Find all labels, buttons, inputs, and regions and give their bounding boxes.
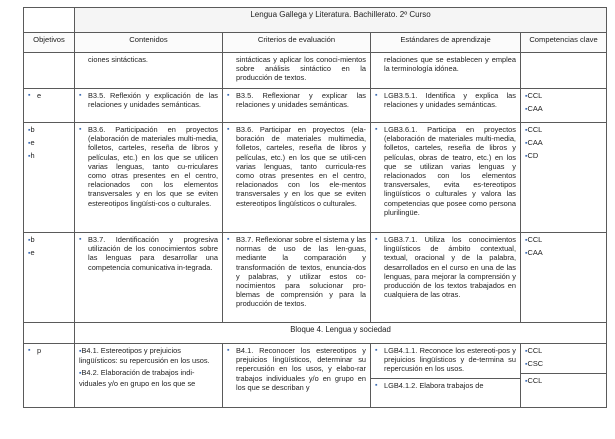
cell-estandares: ▪ LGB3.7.1. Utiliza los conocimientos lingüísticos de ámbito contextual, textual, oracional y de la palabra, desarrollados en el curso en una de las lenguas, para mejorar la comprensión y producción de los textos trabajados en cualquiera de las otras. bbox=[371, 233, 521, 323]
bullet-icon: ▪ bbox=[375, 92, 378, 99]
block-title: Bloque 4. Lengua y sociedad bbox=[75, 323, 607, 344]
bullet-icon: ▪ bbox=[375, 126, 378, 133]
bullet-icon: ▪ bbox=[525, 93, 528, 100]
bullet-icon: ▪ bbox=[28, 237, 31, 244]
cell-divider bbox=[371, 378, 520, 379]
bullet-icon: ▪ bbox=[375, 236, 378, 243]
cell-contenidos: ▪ B3.7. Identificación y progresiva utilización de los conocimientos sobre las lenguas para desarrollar una competencia comunicativa in-tegrada. bbox=[75, 233, 223, 323]
bullet-icon: ▪ bbox=[525, 127, 528, 134]
column-header-row bbox=[24, 33, 607, 53]
title-blank-left bbox=[24, 8, 75, 33]
table-row bbox=[24, 344, 607, 408]
bullet-icon: ▪ bbox=[227, 236, 230, 243]
cell-objetivos: ▪ p bbox=[24, 344, 75, 408]
cell-competencias: ▪CCL ▪CAA bbox=[521, 233, 607, 323]
cell-objetivos: ▪ e bbox=[24, 89, 75, 123]
cell-competencias: ▪CCL ▪CSC ▪CCL bbox=[521, 344, 607, 408]
cell-competencias: ▪CCL ▪CAA bbox=[521, 89, 607, 123]
bullet-icon: ▪ bbox=[79, 348, 82, 355]
bullet-icon: ▪ bbox=[28, 250, 31, 258]
cell-criterios: ▪ B4.1. Reconocer los estereotipos y prejuicios lingüísticos, determinar su repercusión en los usos, y elabo-rar trabajos individuales y/o en grupo en los que se describan y bbox=[223, 344, 371, 408]
bullet-icon: ▪ bbox=[79, 370, 82, 378]
curriculum-table bbox=[23, 7, 607, 408]
bullet-icon: ▪ bbox=[79, 236, 82, 243]
cell-estandares: ▪ LGB3.6.1. Participa en proyectos (elaboración de materiales multi-media, folletos, carteles, reseña de libros y películas, obras de teatro, etc.) en los que se utilizan varias lenguas y relacionados con los elementos transversales, evita es-tereotipos lingüísticos o culturales y valora las competencias que posee como persona plurilingüe. bbox=[371, 123, 521, 233]
bullet-icon: ▪ bbox=[525, 140, 528, 148]
cell-criterios: ▪ B3.6. Participar en proyectos (ela-boración de materiales multimedia, folletos, carteles, reseña de libros y películas, etc.) en los que se utili-cen varias lenguas, tanto curricula-res como otras presentes en el centro, relacionados con los ele-mentos transversales y en los que se eviten estereotipos lingüísticos o culturales. bbox=[223, 123, 371, 233]
header-objetivos: Objetivos bbox=[24, 33, 75, 53]
bullet-icon: ▪ bbox=[79, 126, 82, 133]
bullet-icon: ▪ bbox=[375, 347, 378, 354]
bullet-icon: ▪ bbox=[28, 92, 31, 99]
bullet-icon: ▪ bbox=[525, 348, 528, 355]
table-title: Lengua Gallega y Literatura. Bachillerato. 2º Curso bbox=[75, 8, 607, 33]
cell-contenidos: ciones sintácticas. bbox=[75, 53, 223, 89]
bullet-icon: ▪ bbox=[227, 126, 230, 133]
cell-estandares: relaciones que se establecen y emplea la terminología idónea. bbox=[371, 53, 521, 89]
cell-divider bbox=[521, 373, 606, 374]
cell-competencias: ▪CCL ▪CAA ▪CD bbox=[521, 123, 607, 233]
cell-estandares: ▪ LGB3.5.1. Identifica y explica las relaciones y unidades semánticas. bbox=[371, 89, 521, 123]
table-row bbox=[24, 53, 607, 89]
cell-criterios: ▪ B3.5. Reflexionar y explicar las relaciones y unidades semánticas. bbox=[223, 89, 371, 123]
table-row bbox=[24, 123, 607, 233]
cell-estandares: ▪ LGB4.1.1. Reconoce los estereoti-pos y prejuicios lingüísticos y de-termina su repercusión en los usos. ▪ LGB4.1.2. Elabora trabajos de bbox=[371, 344, 521, 408]
bullet-icon: ▪ bbox=[79, 92, 82, 99]
bullet-icon: ▪ bbox=[375, 381, 378, 389]
block-header-row bbox=[24, 323, 607, 344]
header-estandares: Estándares de aprendizaje bbox=[371, 33, 521, 53]
table-title-row bbox=[24, 8, 607, 33]
bullet-icon: ▪ bbox=[28, 127, 31, 134]
bullet-icon: ▪ bbox=[525, 153, 528, 161]
bullet-icon: ▪ bbox=[525, 250, 528, 258]
cell-contenidos: ▪B4.1. Estereotipos y prejuicios lingüísticos: su repercusión en los usos. ▪B4.2. Elaboración de trabajos indi-viduales y/o en grupo en los que se bbox=[75, 344, 223, 408]
cell-objetivos: ▪b ▪e ▪h bbox=[24, 123, 75, 233]
cell-objetivos bbox=[24, 53, 75, 89]
cell-competencias bbox=[521, 53, 607, 89]
table-row bbox=[24, 233, 607, 323]
cell-objetivos: ▪b ▪e bbox=[24, 233, 75, 323]
bullet-icon: ▪ bbox=[227, 92, 230, 99]
header-competencias: Competencias clave bbox=[521, 33, 607, 53]
bullet-icon: ▪ bbox=[28, 153, 31, 161]
block-blank-left bbox=[24, 323, 75, 344]
cell-criterios: ▪ B3.7. Reflexionar sobre el sistema y las normas de uso de las len-guas, mediante la comparación y transformación de textos, enuncia-dos y palabras, y utilizar estos co-nocimientos para solucionar pro-blemas de comprensión y para la producción de textos. bbox=[223, 233, 371, 323]
cell-criterios: sintácticas y aplicar los conoci-mientos sobre análisis sintáctico en la producción de textos. bbox=[223, 53, 371, 89]
header-contenidos: Contenidos bbox=[75, 33, 223, 53]
cell-contenidos: ▪ B3.5. Reflexión y explicación de las relaciones y unidades semánticas. bbox=[75, 89, 223, 123]
cell-contenidos: ▪ B3.6. Participación en proyectos (elaboración de materiales multi-media, folletos, carteles, reseña de libros y películas, etc.) en los que se utilicen varias lenguas, tanto cu-rriculares como otras presentes en el centro, relacionados con los elementos transversales y en los que se eviten estereotipos lingüísti-cos o culturales. bbox=[75, 123, 223, 233]
header-criterios: Criterios de evaluación bbox=[223, 33, 371, 53]
bullet-icon: ▪ bbox=[525, 106, 528, 114]
bullet-icon: ▪ bbox=[227, 347, 230, 354]
bullet-icon: ▪ bbox=[28, 347, 31, 354]
table-row bbox=[24, 89, 607, 123]
bullet-icon: ▪ bbox=[525, 237, 528, 244]
bullet-icon: ▪ bbox=[525, 361, 528, 369]
bullet-icon: ▪ bbox=[525, 378, 528, 386]
bullet-icon: ▪ bbox=[28, 140, 31, 148]
